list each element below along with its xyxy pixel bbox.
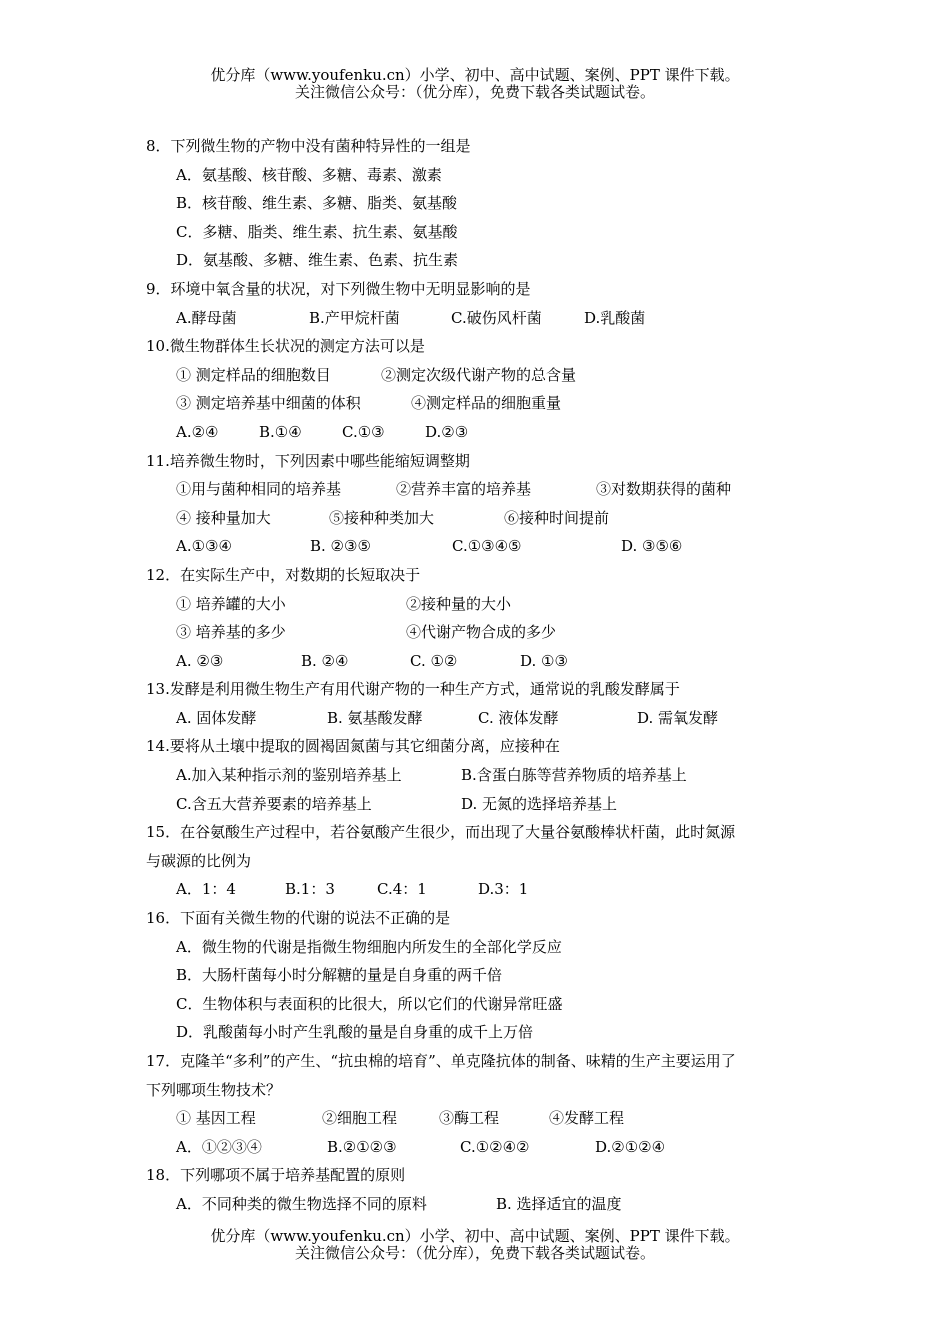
q13-options — [146, 704, 811, 733]
q8-option-b: B．核苷酸、维生素、多糖、脂类、氨基酸 — [176, 194, 458, 213]
q17-statement-4: ④发酵工程 — [549, 1109, 625, 1128]
q8-option-a: A．氨基酸、核苷酸、多糖、毒素、激素 — [176, 165, 442, 184]
q16-option-b: B．大肠杆菌每小时分解糖的量是自身重的两千倍 — [176, 966, 503, 985]
q12-statement-3: ③ 培养基的多少 — [176, 623, 286, 642]
q17-statement-3: ③酶工程 — [439, 1109, 500, 1128]
q11-statements-row-2 — [146, 504, 811, 533]
q12-option-d: D. ①③ — [520, 651, 568, 670]
q17-option-d: D.②①②④ — [595, 1137, 666, 1156]
q10-statement-1: ① 测定样品的细胞数目 — [176, 365, 331, 384]
q11-option-c: C.①③④⑤ — [452, 537, 522, 556]
q12-statement-2: ②接种量的大小 — [406, 594, 512, 613]
q15-option-a: A．1：4 — [176, 880, 236, 899]
q10-statement-2: ②测定次级代谢产物的总含量 — [381, 365, 577, 384]
q10-option-a: A.②④ — [176, 422, 219, 441]
q13-stem: 13.发酵是利用微生物生产有用代谢产物的一种生产方式，通常说的乳酸发酵属于 — [146, 680, 680, 699]
q15-option-c: C.4：1 — [377, 880, 427, 899]
q15-option-b: B.1：3 — [285, 880, 335, 899]
q14-option-d: D. 无氮的选择培养基上 — [461, 794, 618, 813]
q11-option-b: B. ②③⑤ — [310, 537, 371, 556]
page-footer — [0, 1228, 950, 1262]
q17-option-c: C.①②④② — [460, 1137, 530, 1156]
q9-options — [146, 304, 811, 333]
q11-statement-2: ②营养丰富的培养基 — [396, 480, 532, 499]
q9-option-d: D.乳酸菌 — [584, 308, 646, 327]
q9-option-a: A.酵母菌 — [176, 308, 237, 327]
q13-option-c: C. 液体发酵 — [478, 708, 559, 727]
q11-statement-1: ①用与菌种相同的培养基 — [176, 480, 342, 499]
footer-line-2: 关注微信公众号：（优分库），免费下载各类试题试卷。 — [294, 1244, 655, 1262]
q12-stem: 12．在实际生产中，对数期的长短取决于 — [146, 565, 421, 584]
q15-options — [146, 875, 811, 904]
q9-option-c: C.破伤风杆菌 — [451, 308, 542, 327]
q11-options — [146, 532, 811, 561]
q12-statement-4: ④代谢产物合成的多少 — [406, 623, 557, 642]
q8-option-d: D．氨基酸、多糖、维生素、色素、抗生素 — [176, 251, 459, 270]
q11-stem: 11.培养微生物时，下列因素中哪些能缩短调整期 — [146, 451, 470, 470]
q11-statement-6: ⑥接种时间提前 — [504, 508, 610, 527]
q17-option-b: B.②①②③ — [327, 1137, 397, 1156]
q10-statement-3: ③ 测定培养基中细菌的体积 — [176, 394, 361, 413]
q17-option-a: A．①②③④ — [176, 1137, 262, 1156]
header-line-1: 优分库（www.youfenku.cn）小学、初中、高中试题、案例、PPT 课件下载。 — [210, 66, 740, 84]
q17-statements — [146, 1104, 811, 1133]
q12-option-a: A. ②③ — [176, 651, 224, 670]
q18-option-b: B. 选择适宜的温度 — [496, 1194, 622, 1213]
q11-statement-5: ⑤接种种类加大 — [329, 508, 435, 527]
q13-option-d: D. 需氧发酵 — [637, 708, 719, 727]
q17-options — [146, 1133, 811, 1162]
q10-statements-row-1 — [146, 361, 811, 390]
q16-option-d: D．乳酸菌每小时产生乳酸的量是自身重的成千上万倍 — [176, 1023, 534, 1042]
q17-statement-2: ②细胞工程 — [322, 1109, 398, 1128]
q10-option-c: C.①③ — [342, 422, 385, 441]
q11-statement-3: ③对数期获得的菌种 — [596, 480, 732, 499]
q15-stem-line-2: 与碳源的比例为 — [146, 851, 252, 870]
q14-stem: 14.要将从土壤中提取的圆褐固氮菌与其它细菌分离，应接种在 — [146, 737, 560, 756]
q13-option-b: B. 氨基酸发酵 — [327, 708, 423, 727]
q16-stem: 16．下面有关微生物的代谢的说法不正确的是 — [146, 909, 451, 928]
q18-stem: 18．下列哪项不属于培养基配置的原则 — [146, 1166, 406, 1185]
q11-statement-4: ④ 接种量加大 — [176, 508, 271, 527]
question-list — [146, 132, 811, 1219]
q10-options — [146, 418, 811, 447]
q12-statements-row-1 — [146, 590, 811, 619]
q10-option-d: D.②③ — [425, 422, 469, 441]
q14-options-row-1 — [146, 761, 811, 790]
q8-option-c: C．多糖、脂类、维生素、抗生素、氨基酸 — [176, 222, 458, 241]
q12-option-c: C. ①② — [410, 651, 458, 670]
q11-statements-row-1 — [146, 475, 811, 504]
q15-option-d: D.3：1 — [478, 880, 529, 899]
q12-statement-1: ① 培养罐的大小 — [176, 594, 286, 613]
q8-stem: 8．下列微生物的产物中没有菌种特异性的一组是 — [146, 137, 471, 155]
q14-options-row-2 — [146, 790, 811, 819]
q10-stem: 10.微生物群体生长状况的测定方法可以是 — [146, 337, 425, 356]
q11-option-d: D. ③⑤⑥ — [621, 537, 683, 556]
q18-options — [146, 1190, 811, 1219]
q12-option-b: B. ②④ — [301, 651, 349, 670]
q9-stem: 9．环境中氧含量的状况，对下列微生物中无明显影响的是 — [146, 279, 531, 298]
q13-option-a: A. 固体发酵 — [176, 708, 257, 727]
q18-option-a: A．不同种类的微生物选择不同的原料 — [176, 1194, 427, 1213]
q14-option-c: C.含五大营养要素的培养基上 — [176, 794, 372, 813]
header-line-2: 关注微信公众号：（优分库），免费下载各类试题试卷。 — [294, 83, 655, 101]
q16-option-c: C．生物体积与表面积的比很大，所以它们的代谢异常旺盛 — [176, 994, 563, 1013]
q9-option-b: B.产甲烷杆菌 — [309, 308, 400, 327]
q16-option-a: A．微生物的代谢是指微生物细胞内所发生的全部化学反应 — [176, 937, 562, 956]
q12-statements-row-2 — [146, 618, 811, 647]
q10-statement-4: ④测定样品的细胞重量 — [411, 394, 562, 413]
q15-stem-line-1: 15．在谷氨酸生产过程中，若谷氨酸产生很少，而出现了大量谷氨酸棒状杆菌，此时氮源 — [146, 823, 736, 842]
q10-statements-row-2 — [146, 389, 811, 418]
q14-option-a: A.加入某种指示剂的鉴别培养基上 — [176, 766, 402, 785]
q17-statement-1: ① 基因工程 — [176, 1109, 256, 1128]
q17-stem-line-1: 17．克隆羊“多利”的产生、“抗虫棉的培育”、单克隆抗体的制备、味精的生产主要运用了 — [146, 1052, 736, 1070]
q14-option-b: B.含蛋白胨等营养物质的培养基上 — [461, 766, 687, 785]
q11-option-a: A.①③④ — [176, 537, 232, 556]
q12-options — [146, 647, 811, 676]
page-header — [0, 67, 950, 101]
q17-stem-line-2: 下列哪项生物技术？ — [146, 1080, 282, 1099]
footer-line-1: 优分库（www.youfenku.cn）小学、初中、高中试题、案例、PPT 课件下载。 — [210, 1227, 740, 1245]
q10-option-b: B.①④ — [259, 422, 302, 441]
